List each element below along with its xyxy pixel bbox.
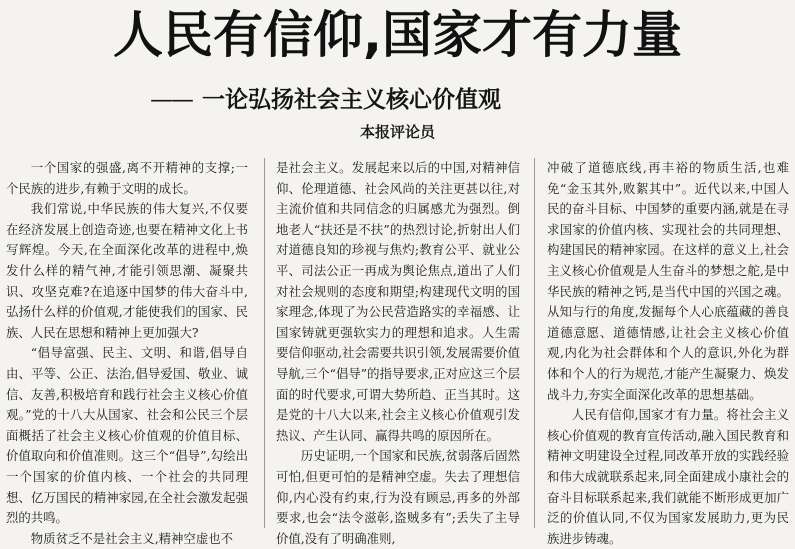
paragraph: 冲破了道德底线,再丰裕的物质生活,也难免“金玉其外,败絮其中”。近代以来,中国人民的奋斗目标、中国梦的重要内涵,就是在寻求国家的价值内核、实现社会的共同理想、构建国民的精神家园。在这样的意义上,社会主义核心价值观是人生奋斗的梦想之舵,是中华民族的精神之钙,是当代中国的兴国之魂。从知与行的角度,发掘每个人心底蕴藏的善良道德意愿、道德情感,让社会主义核心价值观,内化为社会群体和个人的意识,外化为群体和个人的行为规范,才能产生凝聚力、焕发战斗力,夯实全面深化改革的思想基础。: [547, 160, 789, 402]
byline: 本报评论员: [359, 123, 435, 141]
paragraph: 是社会主义。发展起来以后的中国,对精神信仰、伦理道德、社会风尚的关注更甚以往,对主流价值和共同信念的归属感尤为强烈。倒地老人“扶还是不扶”的热烈讨论,折射出人们对道德良知的珍视与焦灼;教育公平、就业公平、司法公正一再成为舆论焦点,道出了人们对社会规则的态度和期望;构建现代文明的国家理念,体现了为公民营造路实的幸福感、让国家铸就更强软实力的理想和追求。人生需要信仰驱动,社会需要共识引领,发展需要价值导航,三个“倡导”的指导要求,正对应这三个层面的时代要求,可谓大势所趋、正当其时。这是党的十八大以来,社会主义核心价值观引发热议、产生认同、赢得共鸣的原因所在。: [276, 160, 520, 443]
article-column-2: [276, 158, 520, 546]
article-column-1: [6, 158, 248, 546]
article-column-3: [547, 158, 789, 546]
headline: 人民有信仰,国家才有力量: [113, 6, 682, 64]
column-divider: [534, 158, 535, 528]
paragraph: 人民有信仰,国家才有力量。将社会主义核心价值观的教育宣传活动,融入国民教育和精神文明建设全过程,同改革开放的实践经验和伟大成就联系起来,同全面建成小康社会的奋斗目标联系起来,我们就能不断形成更加广泛的价值认同,不仅为国家发展助力,更为民族进步铸魂。: [547, 407, 789, 546]
paragraph: “倡导富强、民主、文明、和谐,倡导自由、平等、公正、法治,倡导爱国、敬业、诚信、友善,积极培育和践行社会主义核心价值观。”党的十八大从国家、社会和公民三个层面概括了社会主义核心价值观的价值目标、价值取向和价值准则。这三个“倡导”,勾绘出一个国家的价值内核、一个社会的共同理想、亿万国民的精神家园,在全社会激发起强烈的共鸣。: [6, 345, 248, 526]
paragraph: 物质贫乏不是社会主义,精神空虚也不: [30, 530, 233, 546]
subtitle-text: 一论弘扬社会主义核心价值观: [202, 87, 501, 113]
paragraph: 我们常说,中华民族的伟大复兴,不仅要在经济发展上创造奇迹,也要在精神文化上书写辉煌。今天,在全面深化改革的进程中,焕发什么样的精气神,才能引领思潮、凝聚共识、攻坚克难?在追逐中国梦的伟大奋斗中,弘扬什么样的价值观,才能使我们的国家、民族、人民在思想和精神上更加强大?: [6, 201, 248, 340]
subtitle-dash: ——: [150, 87, 192, 113]
paragraph: 历史证明,一个国家和民族,贫弱落后固然可怕,但更可怕的是精神空虚。失去了理想信仰,内心没有约束,行为没有顾忌,再多的外部要求,也会“法令滋彰,盗贼多有”;丢失了主导价值,没有了明确准则,: [276, 448, 520, 546]
column-divider: [264, 158, 265, 528]
paragraph: 一个国家的强盛,离不开精神的支撑;一个民族的进步,有赖于文明的成长。: [6, 160, 248, 196]
subtitle: [150, 84, 670, 116]
